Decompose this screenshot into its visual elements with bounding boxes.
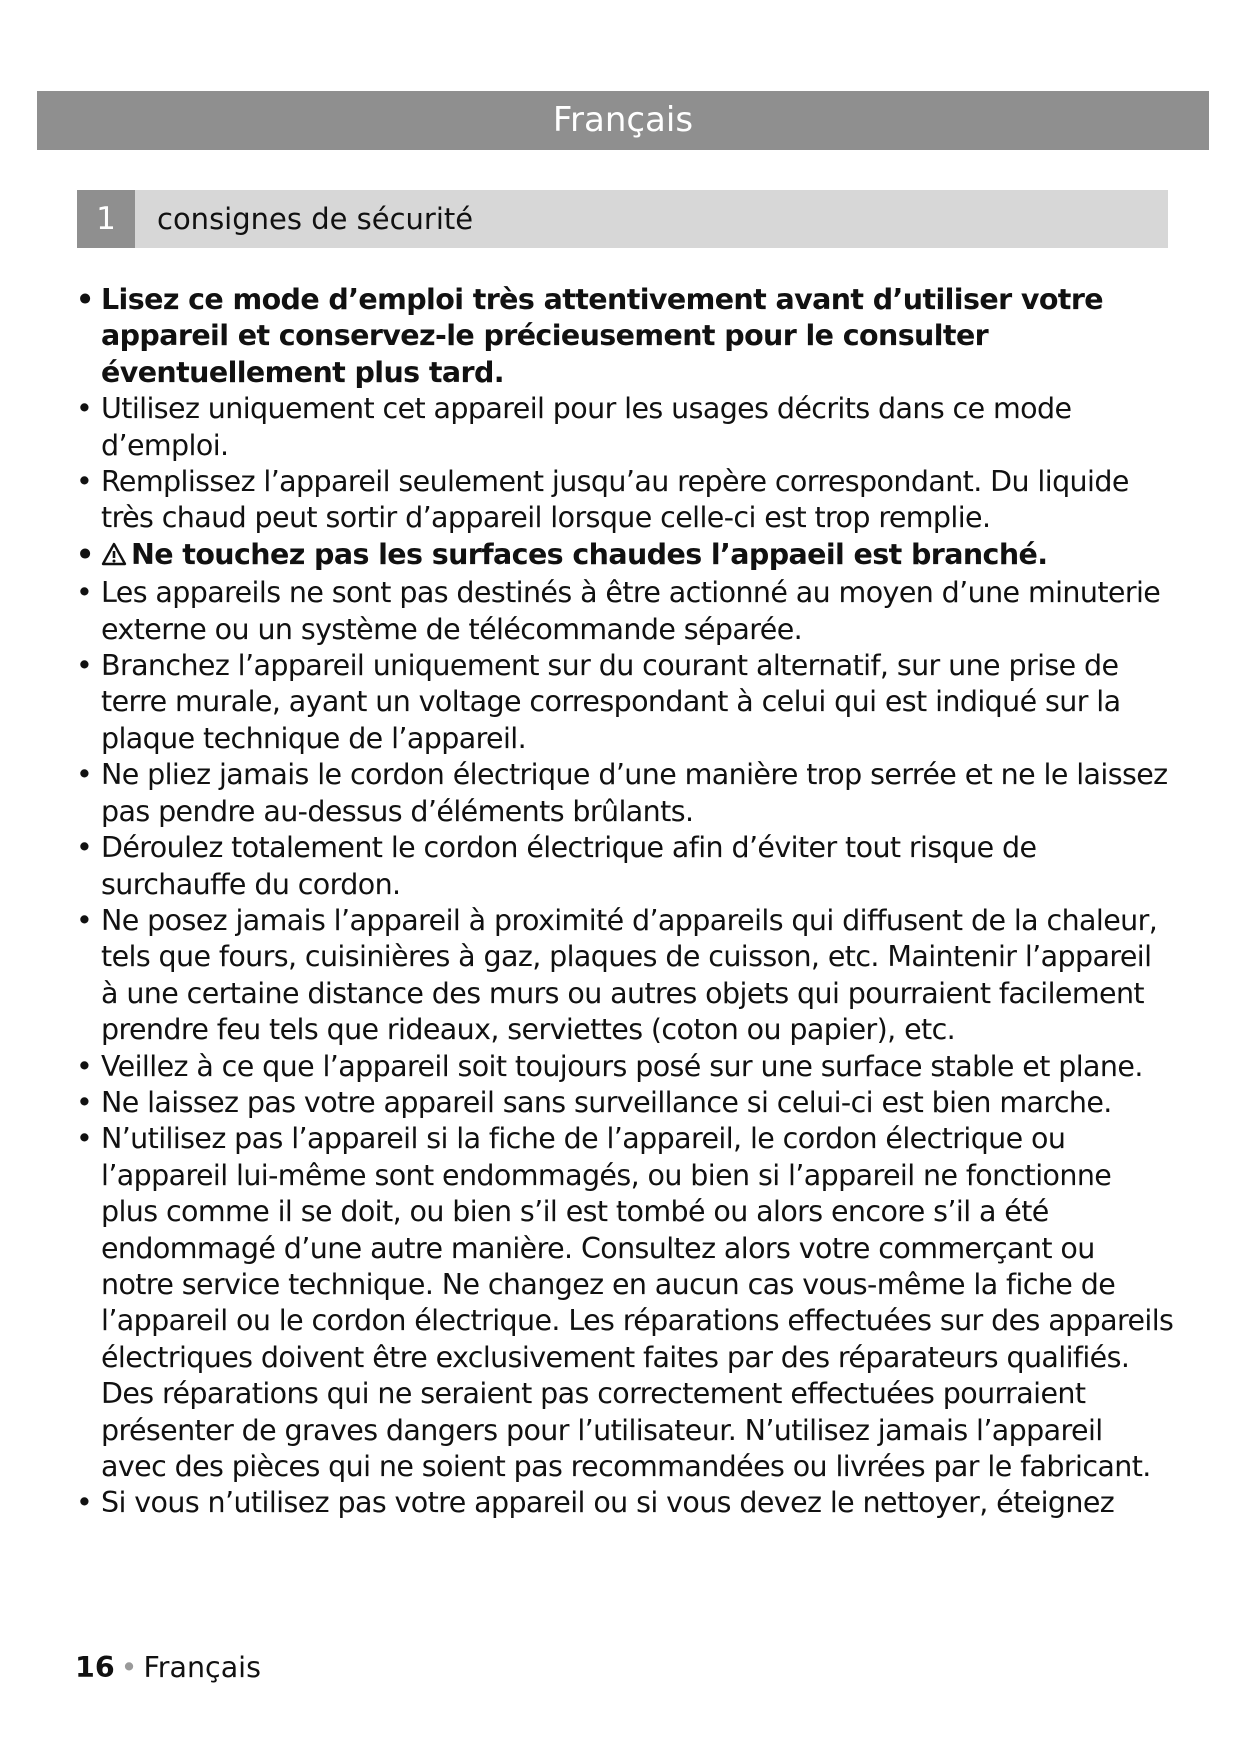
page-number: 16 xyxy=(75,1651,115,1684)
list-item xyxy=(74,282,1174,391)
list-item-text: N’utilisez pas l’appareil si la fiche de l’appareil, le cordon électrique ou l’appareil lui-même sont endommagés, ou bien si l’appareil ne fonctionne plus comme il se doit, ou bien s’il est tombé ou alors encore s’il a été endommagé d’une autre manière. Consultez alors votre commerçant ou notre service technique. Ne changez en aucun cas vous-même la fiche de l’appareil ou le cordon électrique. Les réparations effectuées sur des appareils électriques doivent être exclusivement faites par des réparateurs qualifiés. Des réparations qui ne seraient pas correctement effectuées pourraient présenter de graves dangers pour l’utilisateur. N’utilisez jamais l’appareil avec des pièces qui ne soient pas recommandées ou livrées par le fabricant. xyxy=(101,1122,1174,1483)
list-item xyxy=(74,391,1174,464)
section-title: consignes de sécurité xyxy=(157,202,474,236)
bullet-dot: • xyxy=(76,1122,93,1156)
list-item-text: Ne laissez pas votre appareil sans surveillance si celui-ci est bien marche. xyxy=(101,1085,1112,1119)
bullet-dot: • xyxy=(76,758,93,792)
bullet-dot: • xyxy=(76,392,93,426)
list-item xyxy=(74,575,1174,648)
list-item xyxy=(74,537,1174,575)
bullet-dot: • xyxy=(76,831,93,865)
footer-language: Français xyxy=(143,1651,261,1684)
list-item-text: Ne pliez jamais le cordon électrique d’une manière trop serrée et ne le laissez pas pendre au-dessus d’éléments brûlants. xyxy=(101,758,1168,828)
bullet-dot: • xyxy=(76,649,93,683)
bullet-dot: • xyxy=(76,537,94,571)
list-item-text: Lisez ce mode d’emploi très attentivement avant d’utiliser votre appareil et conservez-le précieusement pour le consulter éventuellement plus tard. xyxy=(101,283,1104,389)
section-header xyxy=(77,190,1168,248)
bullet-dot: • xyxy=(76,465,93,499)
bullet-dot: • xyxy=(76,903,93,937)
list-item-text: Utilisez uniquement cet appareil pour les usages décrits dans ce mode d’emploi. xyxy=(101,392,1072,462)
warning-triangle-icon xyxy=(101,539,127,575)
bullet-dot: • xyxy=(76,283,94,316)
list-item-text: Branchez l’appareil uniquement sur du courant alternatif, sur une prise de terre murale, ayant un voltage correspondant à celui qui est indiqué sur la plaque technique de l’appareil. xyxy=(101,649,1121,755)
page-footer xyxy=(75,1650,261,1686)
language-banner xyxy=(37,91,1209,150)
list-item xyxy=(74,757,1174,830)
list-item xyxy=(74,1121,1174,1485)
bullet-dot: • xyxy=(76,1085,93,1119)
list-item xyxy=(74,1485,1174,1521)
language-banner-label: Français xyxy=(552,100,694,140)
list-item-text: Ne touchez pas les surfaces chaudes l’appaeil est branché. xyxy=(131,537,1048,571)
safety-instructions-list xyxy=(74,282,1174,1522)
list-item xyxy=(74,903,1174,1049)
list-item xyxy=(74,648,1174,757)
list-item xyxy=(74,830,1174,903)
list-item xyxy=(74,464,1174,537)
list-item xyxy=(74,1085,1174,1121)
list-item-text: Remplissez l’appareil seulement jusqu’au repère correspondant. Du liquide très chaud peut sortir d’appareil lorsque celle-ci est trop remplie. xyxy=(101,465,1129,535)
list-item-text: Ne posez jamais l’appareil à proximité d’appareils qui diffusent de la chaleur, tels que fours, cuisinières à gaz, plaques de cuisson, etc. Maintenir l’appareil à une certaine distance des murs ou autres objets qui pourraient facilement prendre feu tels que rideaux, serviettes (coton ou papier), etc. xyxy=(101,903,1158,1047)
bullet-dot: • xyxy=(76,1049,93,1083)
section-number: 1 xyxy=(77,190,135,248)
list-item xyxy=(74,1049,1174,1085)
bullet-dot: • xyxy=(76,1486,93,1520)
list-item-text: Veillez à ce que l’appareil soit toujours posé sur une surface stable et plane. xyxy=(101,1049,1143,1083)
footer-separator: • xyxy=(120,1651,138,1684)
bullet-dot: • xyxy=(76,576,93,610)
list-item-text: Les appareils ne sont pas destinés à être actionné au moyen d’une minuterie externe ou un système de télécommande séparée. xyxy=(101,576,1161,646)
list-item-text: Si vous n’utilisez pas votre appareil ou si vous devez le nettoyer, éteignez xyxy=(101,1486,1115,1520)
list-item-text: Déroulez totalement le cordon électrique afin d’éviter tout risque de surchauffe du cordon. xyxy=(101,831,1037,901)
